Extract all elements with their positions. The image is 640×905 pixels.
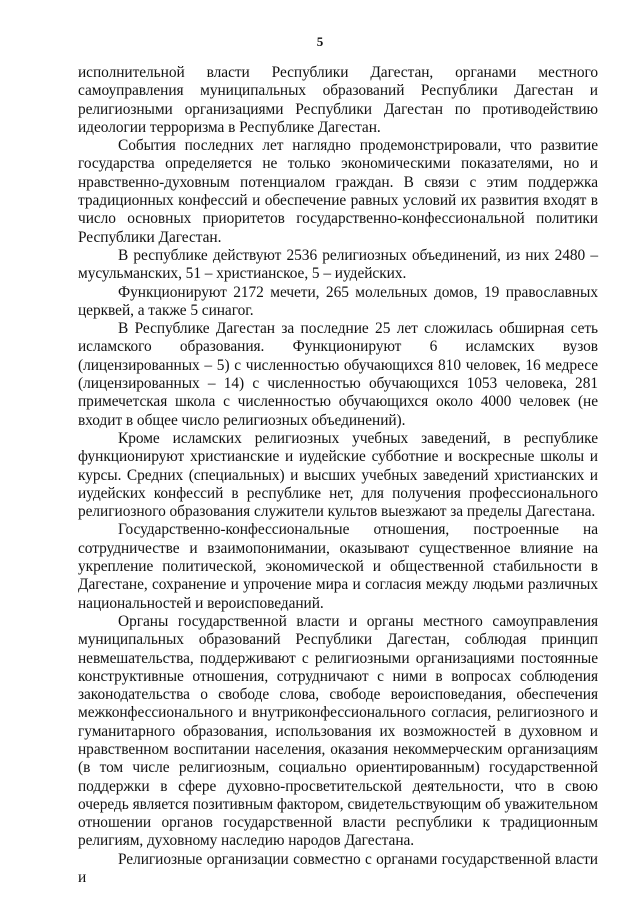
document-body bbox=[78, 64, 598, 887]
paragraph: Функционируют 2172 мечети, 265 молельных домов, 19 православных церквей, а также 5 синагог. bbox=[78, 283, 598, 319]
paragraph: В Республике Дагестан за последние 25 лет сложилась обширная сеть исламского образования. Функционируют 6 исламских вузов (лицензированных – 5) с численностью обучающихся 810 человек, 16 медресе (лицензированных – 14) с численностью обучающихся 1053 человека, 281 примечетская школа с численностью обучающихся около 4000 человек (не входит в общее число религиозных объединений). bbox=[78, 320, 598, 429]
paragraph: Кроме исламских религиозных учебных заведений, в республике функционируют христианские и иудейские субботние и воскресные школы и курсы. Средних (специальных) и высших учебных заведений христианских и иудейских конфессий в республике нет, для получения профессионального религиозного образования служители культов выезжают за пределы Дагестана. bbox=[78, 429, 598, 521]
page-number: 5 bbox=[316, 34, 324, 49]
paragraph: События последних лет наглядно продемонстрировали, что развитие государства определяется не только экономическими показателями, но и нравственно-духовным потенциалом граждан. В связи с этим поддержка традиционных конфессий и обеспечение равных условий их развития входят в число основных приоритетов государственно-конфессиональной политики Республики Дагестан. bbox=[78, 137, 598, 246]
paragraph: Религиозные организации совместно с органами государственной власти и bbox=[78, 850, 598, 887]
paragraph: В республике действуют 2536 религиозных объединений, из них 2480 – мусульманских, 51 – христианское, 5 – иудейских. bbox=[78, 246, 598, 283]
paragraph: Государственно-конфессиональные отношения, построенные на сотрудничестве и взаимопонимании, оказывают существенное влияние на укрепление политической, экономической и общественной стабильности в Дагестане, сохранение и упрочение мира и согласия между людьми различных национальностей и вероисповеданий. bbox=[78, 521, 598, 612]
paragraph: исполнительной власти Республики Дагестан, органами местного самоуправления муниципальных образований Республики Дагестан и религиозными организациями Республики Дагестан по противодействию идеологии терроризма в Республике Дагестан. bbox=[78, 64, 598, 136]
paragraph: Органы государственной власти и органы местного самоуправления муниципальных образований Республики Дагестан, соблюдая принцип невмешательства, поддерживают с религиозными организациями постоянные конструктивные отношения, сотрудничают с ними в вопросах соблюдения законодательства о свободе слова, свободе вероисповедания, обеспечения межконфессионального и внутриконфессионального согласия, религиозного и гуманитарного образования, использования их возможностей в духовном и нравственном воспитании населения, оказания некоммерческим организациям (в том числе религиозным, социально ориентированным) государственной поддержки в сфере духовно-просветительской деятельности, что в свою очередь является позитивным фактором, свидетельствующим об уважительном отношении органов государственной власти республики к традиционным религиям, духовному наследию народов Дагестана. bbox=[78, 612, 598, 850]
